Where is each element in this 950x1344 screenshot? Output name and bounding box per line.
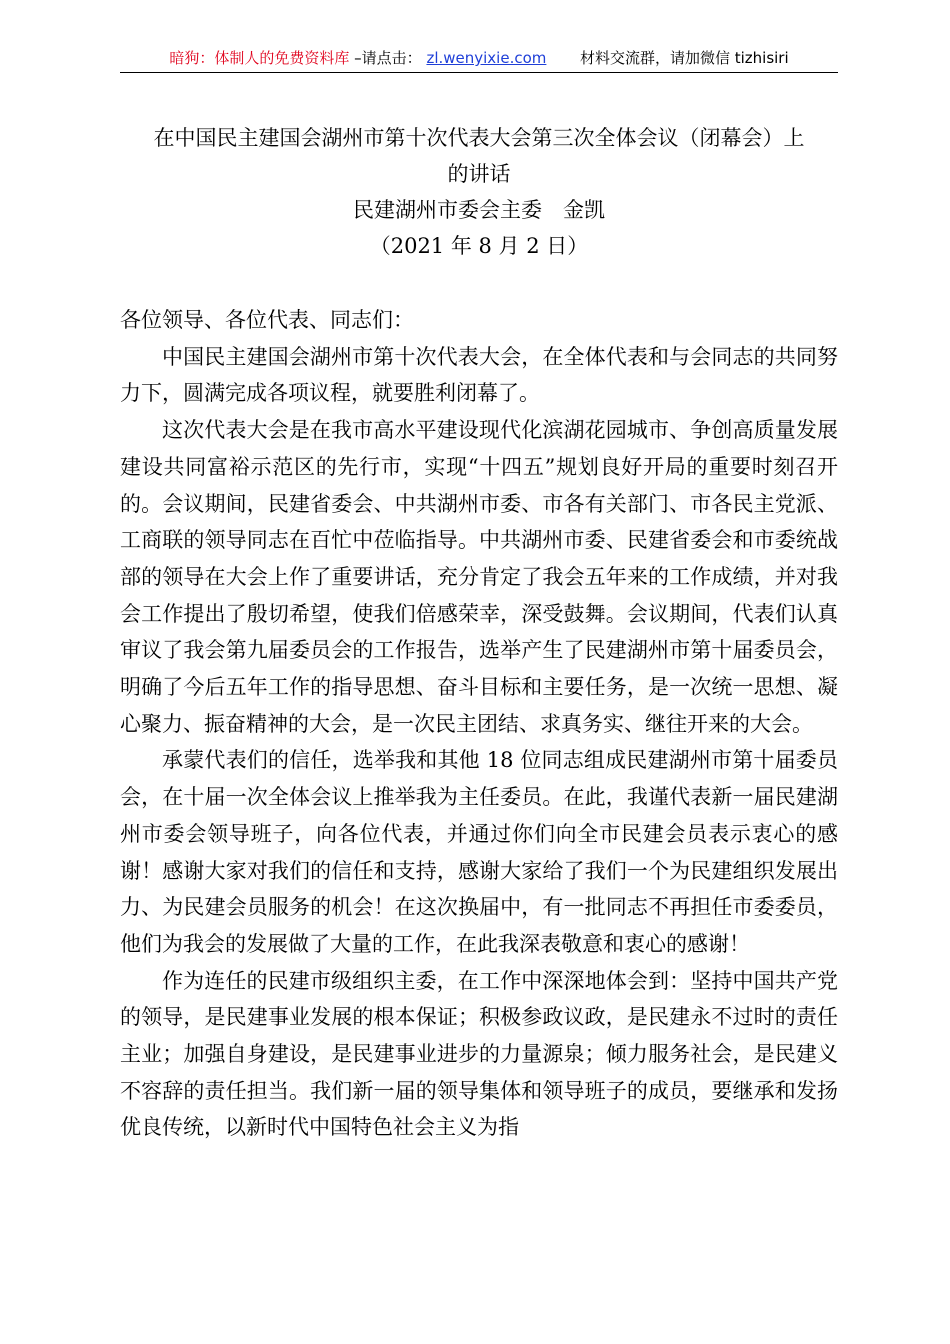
header-prompt: –请点击：: [354, 49, 422, 67]
date-line: （2021 年 8 月 2 日）: [369, 234, 589, 258]
title-line-1: 在中国民主建国会湖州市第十次代表大会第三次全体会议（闭幕会）上: [153, 126, 805, 150]
header-link[interactable]: zl.wenyixie.com: [426, 49, 547, 67]
author-line: 民建湖州市委会主委 金凯: [353, 198, 605, 222]
salutation: 各位领导、各位代表、同志们：: [120, 308, 414, 332]
header-contact: 材料交流群，请加微信 tizhisiri: [579, 49, 789, 67]
document-body: [120, 302, 838, 1146]
header-brand: 暗狗：体制人的免费资料库: [169, 49, 350, 67]
paragraph: 这次代表大会是在我市高水平建设现代化滨湖花园城市、争创高质量发展建设共同富裕示范区的先行市，实现“十四五”规划良好开局的重要时刻召开的。会议期间，民建省委会、中共湖州市委、市各有关部门、市各民主党派、工商联的领导同志在百忙中莅临指导。中共湖州市委、民建省委会和市委统战部的领导在大会上作了重要讲话，充分肯定了我会五年来的工作成绩，并对我会工作提出了殷切希望，使我们倍感荣幸，深受鼓舞。会议期间，代表们认真审议了我会第九届委员会的工作报告，选举产生了民建湖州市第十届委员会，明确了今后五年工作的指导思想、奋斗目标和主要任务，是一次统一思想、凝心聚力、振奋精神的大会，是一次民主团结、求真务实、继往开来的大会。: [120, 418, 838, 736]
paragraph: 承蒙代表们的信任，选举我和其他 18 位同志组成民建湖州市第十届委员会，在十届一次全体会议上推举我为主任委员。在此，我谨代表新一届民建湖州市委会领导班子，向各位代表，并通过你们向全市民建会员表示衷心的感谢！感谢大家对我们的信任和支持，感谢大家给了我们一个为民建组织发展出力、为民建会员服务的机会！在这次换届中，有一批同志不再担任市委委员，他们为我会的发展做了大量的工作，在此我深表敬意和衷心的感谢！: [120, 748, 838, 956]
document-title-block: [120, 120, 838, 264]
page-header: [120, 44, 838, 73]
title-line-2: 的讲话: [447, 162, 511, 186]
paragraph: 作为连任的民建市级组织主委，在工作中深深地体会到：坚持中国共产党的领导，是民建事业发展的根本保证；积极参政议政，是民建永不过时的责任主业；加强自身建设，是民建事业进步的力量源泉；倾力服务社会，是民建义不容辞的责任担当。我们新一届的领导集体和领导班子的成员，要继承和发扬优良传统，以新时代中国特色社会主义为指: [120, 968, 838, 1140]
paragraph: 中国民主建国会湖州市第十次代表大会，在全体代表和与会同志的共同努力下，圆满完成各项议程，就要胜利闭幕了。: [120, 344, 838, 406]
